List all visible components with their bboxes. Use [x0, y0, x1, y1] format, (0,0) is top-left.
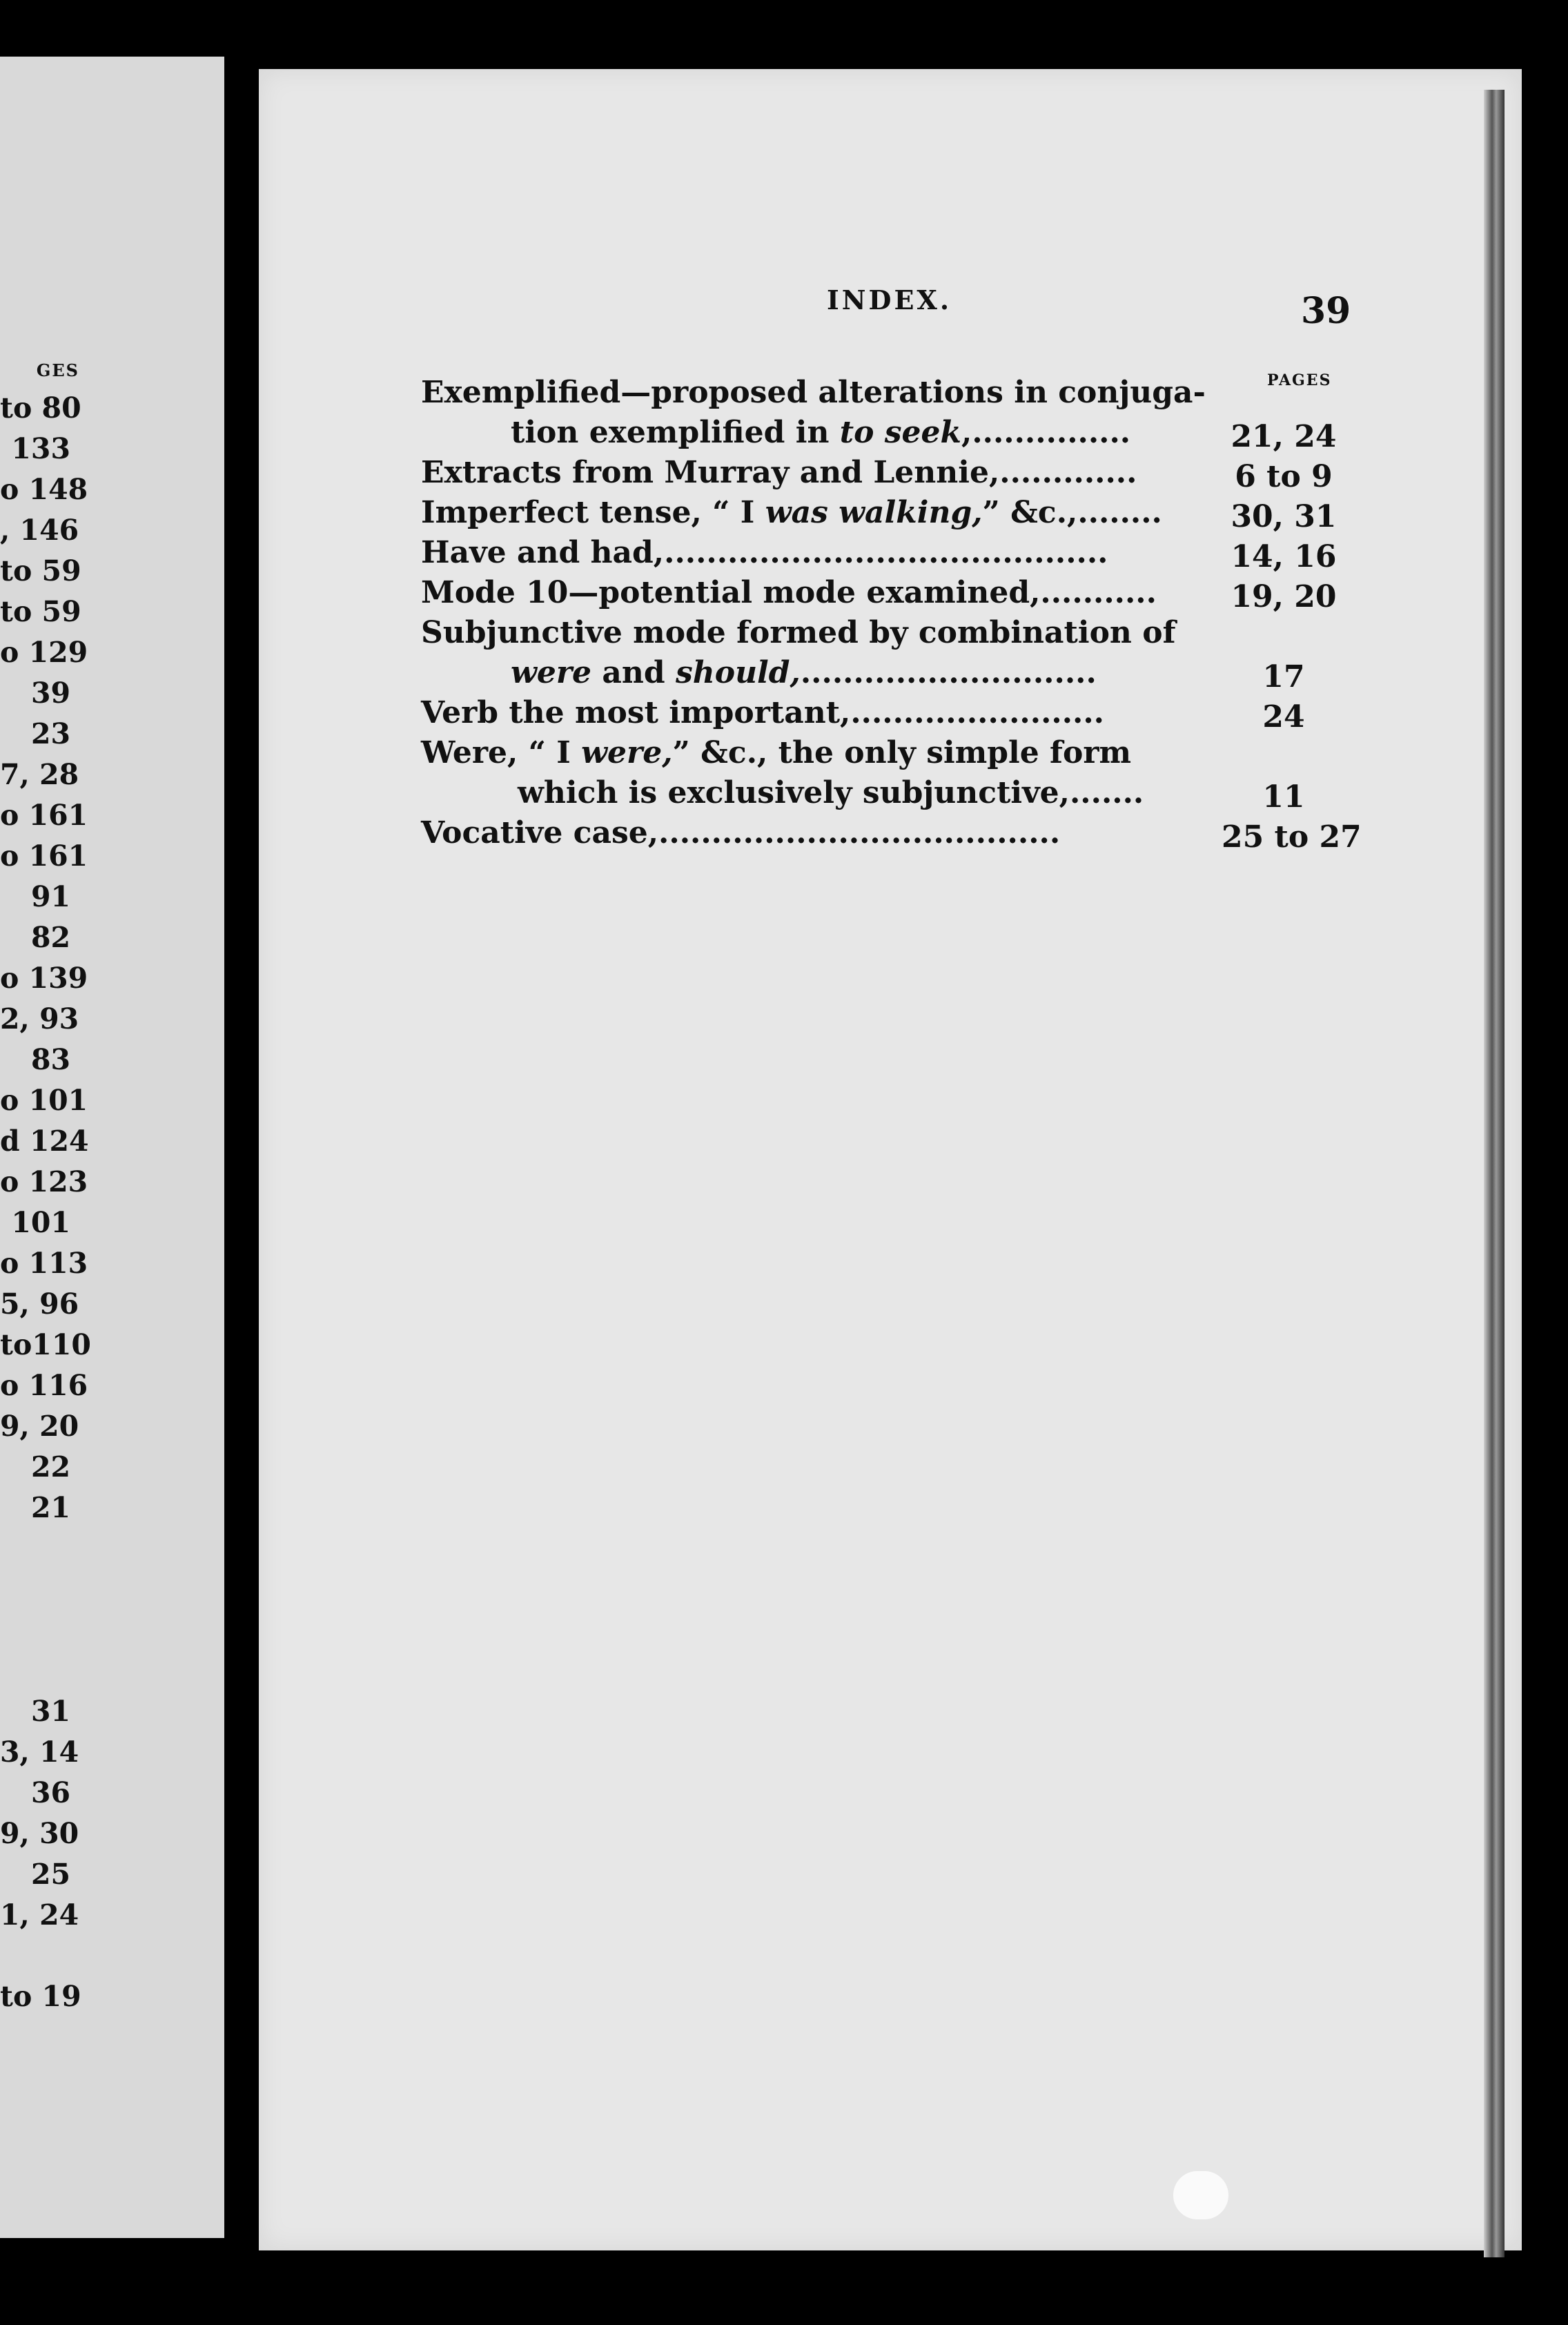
entry-line: which is exclusively subjunctive,.......	[518, 775, 1144, 810]
entry-line: Subjunctive mode formed by combination of	[421, 615, 1176, 650]
left-page-number	[0, 1528, 70, 1569]
left-page-number: 101	[11, 1206, 70, 1239]
entry-line: Vocative case,......................................	[421, 815, 1061, 850]
left-page-number: 3, 14	[0, 1735, 79, 1769]
index-entry	[421, 533, 1346, 573]
entry-pages: 24	[1262, 699, 1305, 735]
entry-pages: 17	[1262, 659, 1305, 694]
index-list	[421, 373, 1362, 855]
left-page-number: to 59	[0, 554, 81, 587]
entry-pages: 14, 16	[1231, 539, 1337, 574]
left-page-number: 22	[30, 1450, 70, 1483]
left-page-number: 9, 20	[0, 1410, 79, 1443]
index-entry	[421, 613, 1346, 693]
left-page-number: d 124	[0, 1125, 89, 1158]
index-entry	[421, 453, 1346, 493]
left-page-number: to 59	[0, 595, 81, 628]
left-page-number: o 116	[0, 1369, 88, 1402]
entry-line: Extracts from Murray and Lennie,.............	[421, 455, 1137, 490]
left-page-number	[0, 1936, 70, 1976]
left-page-fragment	[0, 57, 224, 2238]
left-page-number: o 161	[0, 839, 88, 873]
index-entry	[421, 813, 1362, 855]
left-page-numbers	[0, 388, 91, 2017]
left-page-number: , 146	[0, 514, 79, 547]
entry-line: Have and had,..........................................	[421, 535, 1108, 570]
left-page-number: to 19	[0, 1980, 81, 2013]
left-page-number: 1, 24	[0, 1898, 79, 1932]
left-page-number: 83	[30, 1043, 70, 1076]
paper-blemish	[1173, 2171, 1228, 2219]
left-page-number: 31	[30, 1695, 70, 1728]
left-page-number: to 80	[0, 391, 81, 425]
page-number: 39	[1301, 290, 1351, 332]
entry-line: Mode 10—potential mode examined,...........	[421, 575, 1157, 610]
left-page-number: 91	[30, 880, 70, 913]
left-page-number: o 139	[0, 962, 88, 995]
page-edge	[1484, 90, 1505, 2257]
left-page-number: o 148	[0, 473, 88, 506]
left-page-number	[0, 1651, 70, 1691]
index-entry	[421, 573, 1346, 613]
left-page-number: 133	[11, 432, 70, 465]
left-page-number: 2, 93	[0, 1002, 79, 1035]
entry-pages: 19, 20	[1231, 579, 1337, 614]
left-page-number: to110	[0, 1328, 91, 1361]
left-page-number: o 161	[0, 799, 88, 832]
index-entry	[421, 373, 1346, 453]
entry-line: were and should,............................	[511, 655, 1097, 690]
left-page-number	[0, 1569, 70, 1610]
left-page-number: 21	[30, 1491, 70, 1524]
entry-pages: 30, 31	[1231, 499, 1337, 534]
index-entry	[421, 733, 1346, 813]
running-head: INDEX.	[827, 284, 952, 315]
pages-column-label: PAGES	[1267, 371, 1332, 389]
entry-pages: 11	[1262, 779, 1305, 815]
left-page-number: 39	[30, 677, 70, 710]
entry-line: Verb the most important,........................	[421, 695, 1104, 730]
left-page-number: 82	[30, 921, 70, 954]
index-entry	[421, 693, 1346, 733]
index-entry	[421, 493, 1346, 533]
left-page-number: 7, 28	[0, 758, 79, 791]
left-page-number: o 113	[0, 1247, 88, 1280]
left-page-number: 23	[30, 717, 70, 750]
entry-line: Were, “ I were,” &c., the only simple form	[421, 735, 1132, 770]
entry-line: Imperfect tense, “ I was walking,” &c.,........	[421, 495, 1162, 530]
entry-line: tion exemplified in to seek,...............	[511, 415, 1131, 450]
left-page-number: 25	[30, 1858, 70, 1891]
entry-pages: 25 to 27	[1222, 819, 1362, 855]
left-page-number: o 123	[0, 1165, 88, 1198]
entry-line: Exemplified—proposed alterations in conjuga-	[421, 375, 1206, 410]
left-page-number: o 129	[0, 636, 88, 669]
entry-pages: 21, 24	[1231, 419, 1337, 454]
entry-pages: 6 to 9	[1235, 459, 1333, 494]
left-page-number: 36	[30, 1776, 70, 1809]
left-page-number: 9, 30	[0, 1817, 79, 1850]
left-page-number: 5, 96	[0, 1287, 79, 1321]
left-pages-header: GES	[36, 360, 79, 380]
left-page-number	[0, 1610, 70, 1651]
left-page-number: o 101	[0, 1084, 88, 1117]
